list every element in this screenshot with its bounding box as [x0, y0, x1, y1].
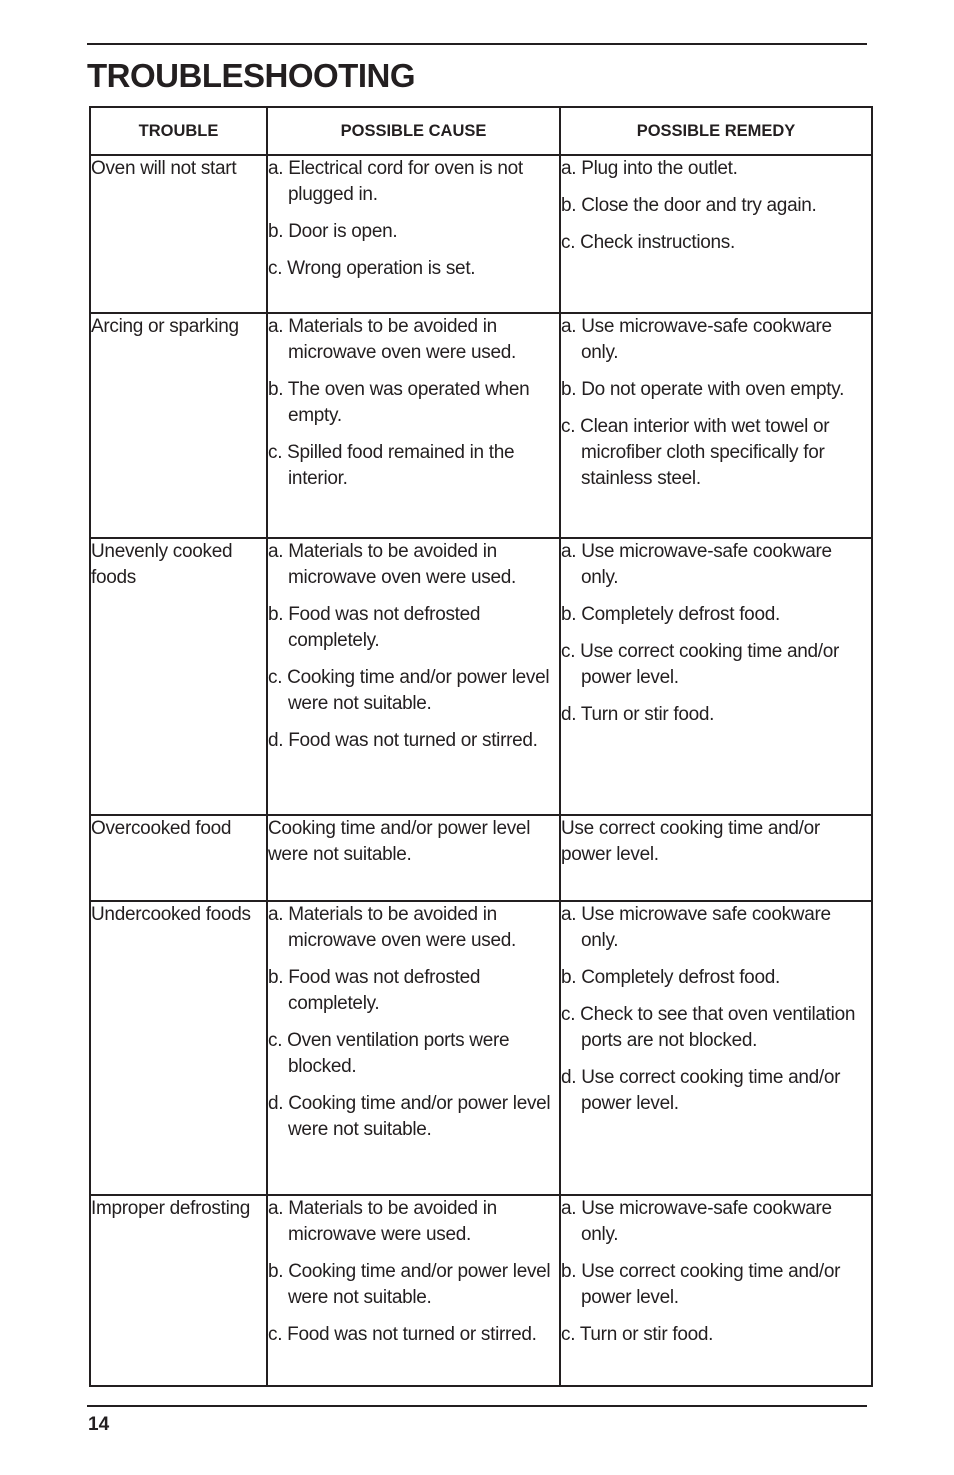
page-title: TROUBLESHOOTING — [87, 57, 415, 94]
cause-item: b. Cooking time and/or power level were not suitable. — [268, 1261, 551, 1308]
table-row — [90, 155, 872, 313]
remedy-item: a. Use microwave safe cookware only. — [561, 904, 831, 951]
cause-cell — [267, 155, 560, 313]
troubleshooting-table — [89, 106, 873, 1387]
table-row — [90, 815, 872, 901]
remedy-item: a. Use microwave-safe cookware only. — [561, 1198, 832, 1245]
cause-item: b. Door is open. — [268, 221, 398, 242]
cause-cell — [267, 901, 560, 1195]
remedy-cell — [560, 901, 872, 1195]
cause-text: Cooking time and/or power level were not suitable. — [268, 818, 531, 865]
remedy-item: d. Turn or stir food. — [561, 704, 715, 725]
cause-item: c. Food was not turned or stirred. — [268, 1324, 537, 1345]
trouble-cell: Oven will not start — [90, 155, 267, 313]
remedy-item: b. Completely defrost food. — [561, 967, 780, 988]
remedy-item: b. Use correct cooking time and/or power level. — [561, 1261, 841, 1308]
remedy-item: c. Check instructions. — [561, 232, 735, 253]
remedy-item: c. Check to see that oven ventilation ports are not blocked. — [561, 1004, 856, 1051]
cause-item: d. Food was not turned or stirred. — [268, 730, 538, 751]
header-possible-cause: POSSIBLE CAUSE — [267, 107, 560, 155]
remedy-cell — [560, 313, 872, 538]
remedy-cell — [560, 1195, 872, 1386]
table-row — [90, 538, 872, 815]
header-trouble: TROUBLE — [90, 107, 267, 155]
cause-item: a. Electrical cord for oven is not plugged in. — [268, 158, 523, 205]
top-rule — [87, 43, 867, 45]
cause-cell — [267, 1195, 560, 1386]
cause-item: c. Wrong operation is set. — [268, 258, 476, 279]
table-header-row — [90, 107, 872, 155]
cause-cell — [267, 538, 560, 815]
trouble-cell: Overcooked food — [90, 815, 267, 901]
remedy-item: b. Close the door and try again. — [561, 195, 817, 216]
remedy-text: Use correct cooking time and/or power level. — [561, 818, 820, 865]
remedy-cell — [560, 815, 872, 901]
cause-item: a. Materials to be avoided in microwave were used. — [268, 1198, 497, 1245]
remedy-cell — [560, 538, 872, 815]
cause-item: c. Oven ventilation ports were blocked. — [268, 1030, 510, 1077]
cause-item: a. Materials to be avoided in microwave oven were used. — [268, 904, 516, 951]
page-number: 14 — [88, 1414, 110, 1435]
remedy-item: a. Use microwave-safe cookware only. — [561, 541, 832, 588]
cause-item: a. Materials to be avoided in microwave oven were used. — [268, 541, 516, 588]
cause-item: c. Spilled food remained in the interior. — [268, 442, 515, 489]
remedy-item: b. Do not operate with oven empty. — [561, 379, 845, 400]
remedy-item: c. Turn or stir food. — [561, 1324, 714, 1345]
trouble-cell: Improper defrosting — [90, 1195, 267, 1386]
cause-item: a. Materials to be avoided in microwave oven were used. — [268, 316, 516, 363]
cause-cell — [267, 313, 560, 538]
cause-item: c. Cooking time and/or power level were not suitable. — [268, 667, 550, 714]
remedy-item: c. Clean interior with wet towel or microfiber cloth specifically for stainless steel. — [561, 416, 830, 489]
table-row — [90, 1195, 872, 1386]
remedy-cell — [560, 155, 872, 313]
trouble-cell: Undercooked foods — [90, 901, 267, 1195]
cause-item: b. Food was not defrosted completely. — [268, 967, 481, 1014]
cause-item: b. Food was not defrosted completely. — [268, 604, 481, 651]
remedy-item: b. Completely defrost food. — [561, 604, 780, 625]
table-row — [90, 313, 872, 538]
cause-cell — [267, 815, 560, 901]
trouble-cell: Unevenly cooked foods — [90, 538, 267, 815]
remedy-item: d. Use correct cooking time and/or power level. — [561, 1067, 841, 1114]
cause-item: b. The oven was operated when empty. — [268, 379, 530, 426]
remedy-item: a. Plug into the outlet. — [561, 158, 738, 179]
cause-item: d. Cooking time and/or power level were not suitable. — [268, 1093, 551, 1140]
table-row — [90, 901, 872, 1195]
trouble-cell: Arcing or sparking — [90, 313, 267, 538]
bottom-rule — [87, 1405, 867, 1407]
header-possible-remedy: POSSIBLE REMEDY — [560, 107, 872, 155]
remedy-item: c. Use correct cooking time and/or power level. — [561, 641, 840, 688]
remedy-item: a. Use microwave-safe cookware only. — [561, 316, 832, 363]
